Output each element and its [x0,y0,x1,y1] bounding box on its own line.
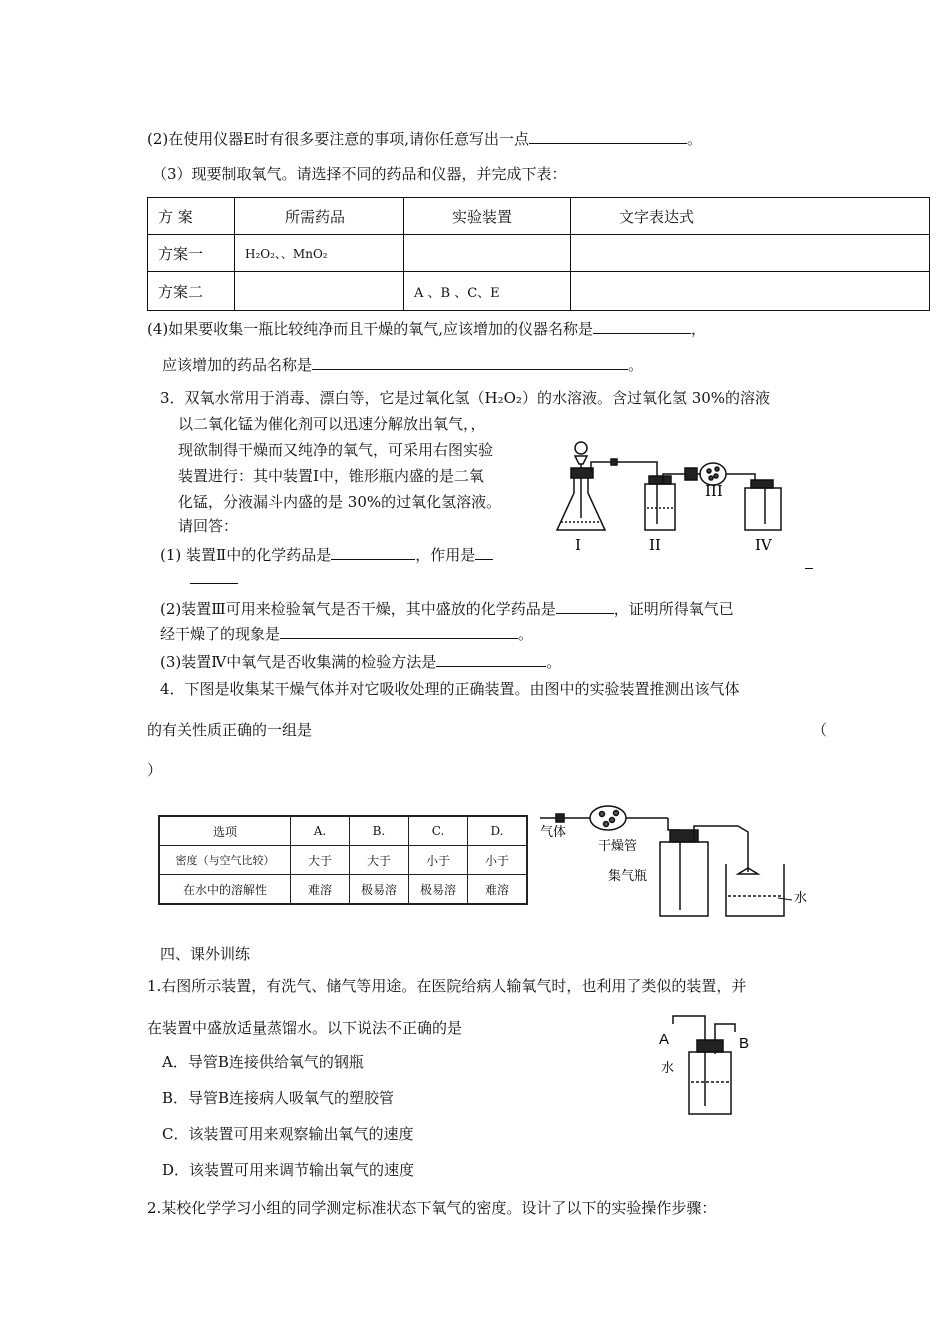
q4-line2: 应该增加的药品名称是 。 [162,356,644,374]
wash-bottle-figure [655,1010,785,1125]
table-cell: 在水中的溶解性 [159,875,291,905]
option-c[interactable]: C．该装置可用来观察输出氧气的速度 [162,1125,414,1143]
scheme-table [147,197,930,311]
answer-blank[interactable] [436,651,546,667]
option-b[interactable]: B．导管B连接病人吸氧气的塑胶管 [162,1089,395,1107]
figure-label: II [649,536,661,554]
table-cell: 难溶 [291,875,350,905]
table-header: A. [291,816,350,846]
answer-blank[interactable] [331,544,415,560]
gas-collection-figure [538,800,818,922]
p3-sub2-cont: 经干燥了的现象是 。 [160,625,534,643]
answer-blank[interactable] [805,553,813,569]
table-cell: 极易溶 [409,875,468,905]
figure-label: I [575,536,581,554]
answer-blank[interactable] [475,544,493,560]
table-cell: 小于 [409,846,468,875]
answer-blank[interactable] [593,318,691,334]
table-cell: 小于 [468,846,528,875]
table-cell: 大于 [350,846,409,875]
table-cell: 极易溶 [350,875,409,905]
p4-paren-close: ） [147,761,163,779]
figure-label: III [705,482,723,500]
answer-blank[interactable] [529,128,687,144]
fig-label-gas: 气体 [540,825,567,840]
p3-sub3: (3)装置Ⅳ中氧气是否收集满的检验方法是 。 [160,653,562,671]
ex1-line1: 1.右图所示装置，有洗气、储气等用途。在医院给病人输氧气时，也利用了类似的装置，并 [147,977,747,995]
table-header: 文字表达式 [571,198,930,235]
answer-blank[interactable] [556,598,614,614]
table-cell: 难溶 [468,875,528,905]
p4-line2: 的有关性质正确的一组是 [147,721,313,739]
p3-line2: 以二氧化锰为催化剂可以迅速分解放出氧气，， [178,415,486,433]
table-header: 实验装置 [404,198,571,235]
apparatus-figure [545,438,820,560]
table-header: 所需药品 [235,198,404,235]
fig-label-water: 水 [794,891,808,906]
table-header: 方 案 [148,198,235,235]
table-cell[interactable] [571,235,930,272]
table-cell[interactable] [571,272,930,311]
table-header: D. [468,816,528,846]
table-header: 选项 [159,816,291,846]
fig-label-bottle: 集气瓶 [608,869,648,884]
table-cell: 方案一 [148,235,235,272]
p3-sub2: (2)装置Ⅲ可用来检验氧气是否干燥，其中盛放的化学药品是 ，证明所得氧气已 [160,600,734,618]
fig-label-water: 水 [661,1061,675,1076]
table-cell: H₂O₂、、MnO₂ [235,235,404,272]
table-cell[interactable] [404,235,571,272]
ex1-line2: 在装置中盛放适量蒸馏水。以下说法不正确的是 [147,1019,463,1037]
answer-blank[interactable] [190,568,238,584]
fig-label-b: B [739,1035,750,1052]
table-cell[interactable] [235,272,404,311]
fig-label-tube: 干燥管 [598,839,638,854]
p3-line5: 化锰，分液漏斗内盛的是 30%的过氧化氢溶液。 [178,493,502,511]
fig-label-a: A [659,1031,670,1048]
option-a[interactable]: A．导管B连接供给氧气的钢瓶 [162,1053,364,1071]
figure-label: IV [755,536,772,554]
ex2-line: 2.某校化学学习小组的同学测定标准状态下氧气的密度。设计了以下的实验操作步骤： [147,1199,717,1217]
p3-sub1: (1) 装置Ⅱ中的化学药品是 ，作用是 [160,544,493,565]
answer-blank[interactable] [312,354,628,370]
table-cell: 密度（与空气比较） [159,846,291,875]
table-header: C. [409,816,468,846]
section-title: 四、课外训练 [160,945,251,963]
p3-line3: 现欲制得干燥而又纯净的氧气，可采用右图实验 [178,441,494,459]
option-d[interactable]: D．该装置可用来调节输出氧气的速度 [162,1161,415,1179]
p4-paren-open: （ [812,721,828,739]
table-header: B. [350,816,409,846]
p3-line6: 请回答： [178,517,239,535]
q3-line: （3）现要制取氧气。请选择不同的药品和仪器，并完成下表： [152,165,567,183]
table-cell: 方案二 [148,272,235,311]
p3-line1: 3．双氧水常用于消毒、漂白等，它是过氧化氢（H₂O₂）的水溶液。含过氧化氢 30%的溶液 [160,389,771,407]
p3-line4: 装置进行：其中装置Ⅰ中，锥形瓶内盛的是二氧 [178,467,484,485]
q4-line1: (4)如果要收集一瓶比较纯净而且干燥的氧气,应该增加的仪器名称是 ， [147,320,707,338]
table-cell: 大于 [291,846,350,875]
p4-line1: 4．下图是收集某干燥气体并对它吸收处理的正确装置。由图中的实验装置推测出该气体 [160,680,740,698]
options-table [158,815,528,905]
answer-blank[interactable] [280,623,518,639]
table-cell: A 、B 、C、E [404,272,571,311]
q2-line: (2)在使用仪器E时有很多要注意的事项,请你任意写出一点 。 [147,130,702,148]
